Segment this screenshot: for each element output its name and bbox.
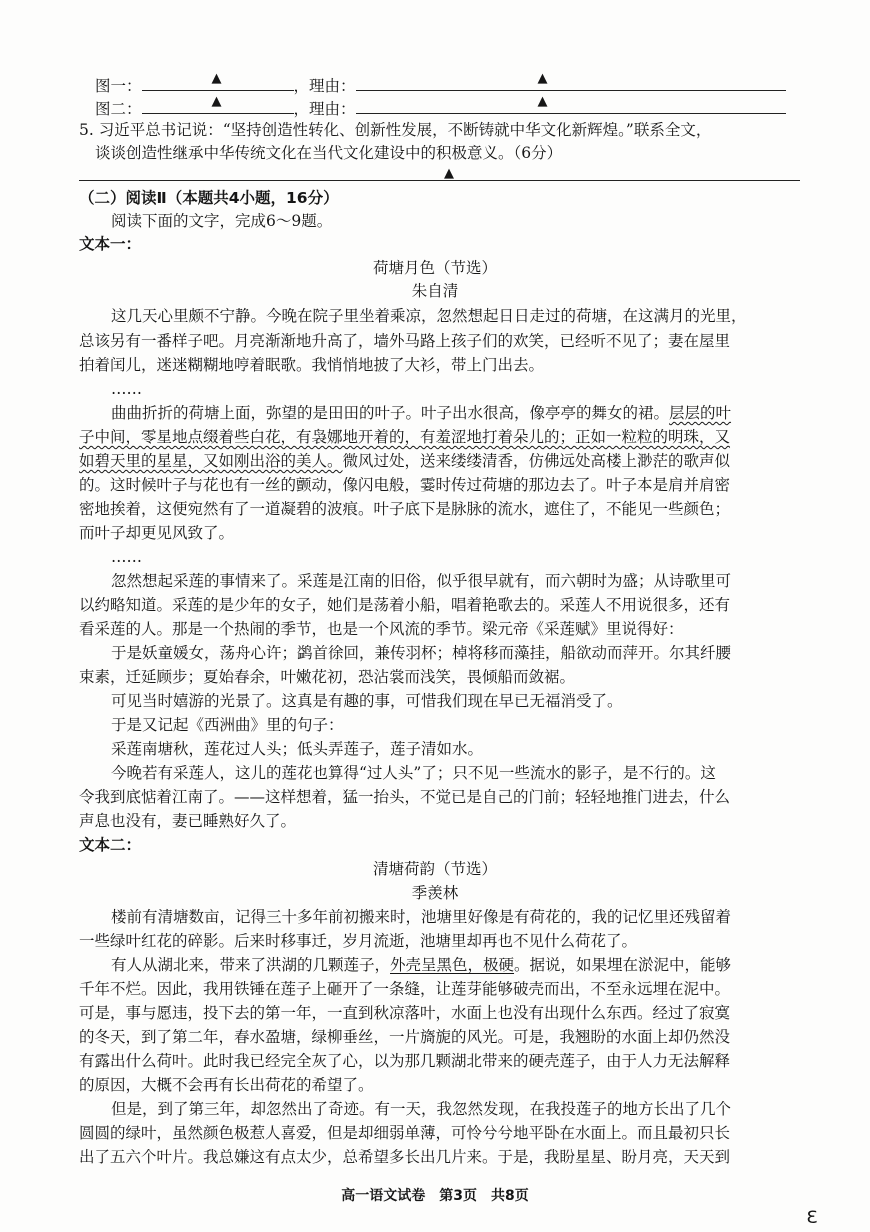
q5-answer-line[interactable] <box>79 180 800 181</box>
section-heading: （二）阅读Ⅱ（本题共4小题，16分） <box>79 189 339 207</box>
underlined-text: 外壳呈黑色，极硬 <box>390 956 515 974</box>
answer-mark-icon: ▲ <box>211 71 222 86</box>
quotation-line: 束素，迁延顾步；夏始春余，叶嫩花初，恐沾裳而浅笑，畏倾船而敛裾。 <box>79 668 576 686</box>
quotation-line: 于是妖童媛女，荡舟心许；鹢首徐回，兼传羽杯；棹将移而藻挂，船欲动而萍开。尔其纤腰 <box>111 644 732 662</box>
paragraph-line <box>111 403 731 423</box>
page-number: 3 <box>806 1208 818 1228</box>
page-footer: 高一语文试卷 第3页 共8页 <box>341 1188 529 1204</box>
q4-figure1-reason-blank[interactable] <box>356 71 786 91</box>
paragraph-line: 可是，事与愿违，投下去的第一年，一直到秋凉落叶，水面上也没有出现什么东西。经过了寂寞 <box>79 1004 731 1022</box>
q4-figure2-reason-blank[interactable] <box>356 94 786 114</box>
answer-mark-icon: ▲ <box>211 94 222 109</box>
paragraph-line: 于是又记起《西洲曲》里的句子： <box>111 716 344 734</box>
q4-figure1-row <box>95 71 786 96</box>
plain-text: 曲曲折折的荷塘上面，弥望的是田田的叶子。叶子出水很高，像亭亭的舞女的裙。 <box>111 404 670 422</box>
paragraph-line: 以约略知道。采莲的是少年的女子，她们是荡着小船，唱着艳歌去的。采莲人不用说很多，还有 <box>79 596 731 614</box>
paragraph-line <box>79 451 730 471</box>
paragraph-line: 出了五六个叶片。我总嫌这有点太少，总希望多长出几片来。于是，我盼星星、盼月亮，天天到 <box>79 1148 731 1166</box>
text2-title: 清塘荷韵（节选） <box>372 860 497 878</box>
paragraph-line: 而叶子却更见风致了。 <box>79 524 235 542</box>
text2-author: 季羡林 <box>411 884 459 902</box>
paragraph-line: 忽然想起采莲的事情来了。采莲是江南的旧俗，似乎很早就有，而六朝时为盛；从诗歌里可 <box>111 572 732 590</box>
text1-author: 朱自清 <box>411 282 459 300</box>
q4-reason-label: ，理由： <box>293 77 356 95</box>
q4-figure2-answer-blank[interactable] <box>142 94 294 114</box>
paragraph-line: 的冬天，到了第二年，春水盈塘，绿柳垂丝，一片旖旎的风光。可是，我翘盼的水面上却仍然没 <box>79 1028 731 1046</box>
paragraph-line: 一些绿叶红花的碎影。后来时移事迁，岁月流逝，池塘里却再也不见什么荷花了。 <box>79 932 638 950</box>
paragraph-line: 拍着闰儿，迷迷糊糊地哼着眠歌。我悄悄地披了大衫，带上门出去。 <box>79 356 545 374</box>
wavy-underlined-text: 子中间，零星地点缀着些白花，有袅娜地开着的，有羞涩地打着朵儿的；正如一粒粒的明珠，又 <box>79 428 731 446</box>
text1-label: 文本一： <box>79 235 142 253</box>
paragraph-line: 令我到底惦着江南了。——这样想着，猛一抬头，不觉已是自己的门前；轻轻地推门进去，什么 <box>79 788 731 806</box>
answer-mark-icon: ▲ <box>537 94 548 109</box>
wavy-underlined-text: 如碧天里的星星，又如刚出浴的美人。 <box>79 452 343 470</box>
text2-label: 文本二： <box>79 836 142 854</box>
paragraph-line: 密地挨着，这便宛然有了一道凝碧的波痕。叶子底下是脉脉的流水，遮住了，不能见一些颜色； <box>79 500 731 518</box>
ellipsis: …… <box>111 380 142 398</box>
paragraph-line <box>111 955 731 975</box>
q5-line1: 5. 习近平总书记说：“坚持创造性转化、创新性发展，不断铸就中华文化新辉煌。”联系全文， <box>79 121 712 139</box>
section-instruction: 阅读下面的文字，完成6～9题。 <box>111 212 333 230</box>
paragraph-line: 可见当时嬉游的光景了。这真是有趣的事，可惜我们现在早已无福消受了。 <box>111 692 623 710</box>
plain-text: 。据说，如果埋在淤泥中，能够 <box>514 956 732 974</box>
answer-mark-icon: ▲ <box>537 71 548 86</box>
plain-text: 微风过处，送来缕缕清香，仿佛远处高楼上渺茫的歌声似 <box>342 452 731 470</box>
q4-figure2-label: 图二： <box>95 100 142 118</box>
paragraph-line: 今晚若有采莲人，这儿的莲花也算得“过人头”了；只不见一些流水的影子，是不行的。这 <box>111 764 716 782</box>
plain-text: 有人从湖北来，带来了洪湖的几颗莲子， <box>111 956 391 974</box>
paragraph-line: 但是，到了第三年，却忽然出了奇迹。有一天，我忽然发现，在我投莲子的地方长出了几个 <box>111 1100 732 1118</box>
paragraph-line: 有露出什么荷叶。此时我已经完全灰了心，以为那几颗湖北带来的硬壳莲子，由于人力无法解释 <box>79 1052 731 1070</box>
q4-figure2-row <box>95 94 786 119</box>
text1-title: 荷塘月色（节选） <box>372 259 497 277</box>
paragraph-line: 这几天心里颇不宁静。今晚在院子里坐着乘凉，忽然想起日日走过的荷塘，在这满月的光里， <box>111 307 747 325</box>
q4-figure1-answer-blank[interactable] <box>142 71 294 91</box>
paragraph-line: 看采莲的人。那是一个热闹的季节，也是一个风流的季节。梁元帝《采莲赋》里说得好： <box>79 620 684 638</box>
paragraph-line: 的原因，大概不会再有长出荷花的希望了。 <box>79 1076 374 1094</box>
q4-reason-label: ，理由： <box>293 100 356 118</box>
paragraph-line: 楼前有清塘数亩，记得三十多年前初搬来时，池塘里好像是有荷花的，我的记忆里还残留着 <box>111 908 732 926</box>
paragraph-line: 的。这时候叶子与花也有一丝的颤动，像闪电般，霎时传过荷塘的那边去了。叶子本是肩并肩密 <box>79 476 731 494</box>
q4-figure1-label: 图一： <box>95 77 142 95</box>
paragraph-line: 总该另有一番样子吧。月亮渐渐地升高了，墙外马路上孩子们的欢笑，已经听不见了；妻在屋里 <box>79 332 731 350</box>
paragraph-line: 千年不烂。因此，我用铁锤在莲子上砸开了一条缝，让莲芽能够破壳而出，不至永远埋在泥中。 <box>79 980 731 998</box>
paragraph-line: 声息也没有，妻已睡熟好久了。 <box>79 812 297 830</box>
answer-mark-icon: ▲ <box>444 166 454 181</box>
q5-line2: 谈谈创造性继承中华传统文化在当代文化建设中的积极意义。（6分） <box>95 144 563 162</box>
poem-line: 采莲南塘秋，莲花过人头；低头弄莲子，莲子清如水。 <box>111 740 484 758</box>
ellipsis: …… <box>111 548 142 566</box>
wavy-underlined-text: 层层的叶 <box>669 404 732 422</box>
paragraph-line: 圆圆的绿叶，虽然颜色极惹人喜爱，但是却细弱单薄，可怜兮兮地平卧在水面上。而且最初只长 <box>79 1124 731 1142</box>
